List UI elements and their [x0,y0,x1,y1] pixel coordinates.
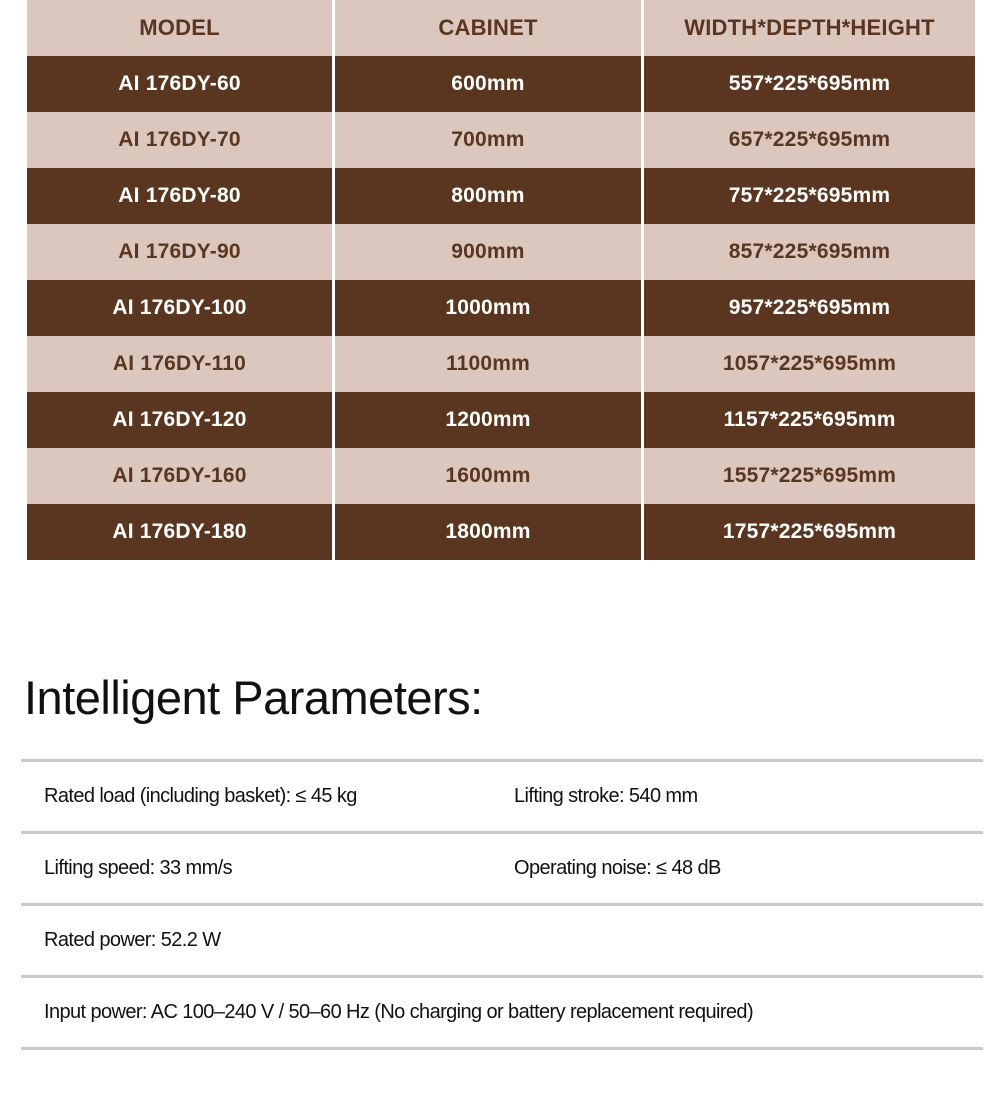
header-cabinet: CABINET [335,0,641,56]
cabinet-cell: 1800mm [335,504,641,560]
dimensions-cell: 1557*225*695mm [644,448,975,504]
dimensions-cell: 557*225*695mm [644,56,975,112]
cabinet-cell: 1200mm [335,392,641,448]
dimensions-cell: 1157*225*695mm [644,392,975,448]
model-cell: AI 176DY-90 [27,224,332,280]
operating-noise-text: Operating noise: ≤ 48 dB [514,857,721,879]
model-cell: AI 176DY-180 [27,504,332,560]
dimensions-cell: 657*225*695mm [644,112,975,168]
rated-power-text: Rated power: 52.2 W [44,929,221,951]
model-cell: AI 176DY-60 [27,56,332,112]
dimensions-cell: 957*225*695mm [644,280,975,336]
model-cell: AI 176DY-70 [27,112,332,168]
table-row [27,504,975,560]
table-row [27,280,975,336]
table-row [27,336,975,392]
cabinet-cell: 700mm [335,112,641,168]
dimensions-cell: 857*225*695mm [644,224,975,280]
parameters-list [21,759,983,1050]
cabinet-cell: 1600mm [335,448,641,504]
header-dimensions: WIDTH*DEPTH*HEIGHT [644,0,975,56]
model-cell: AI 176DY-120 [27,392,332,448]
cabinet-cell: 1000mm [335,280,641,336]
input-power-text: Input power: AC 100–240 V / 50–60 Hz (No charging or battery replacement required) [44,1001,754,1023]
model-cell: AI 176DY-110 [27,336,332,392]
parameter-row [21,759,983,831]
lifting-stroke-text: Lifting stroke: 540 mm [514,785,698,807]
rated-load-text: Rated load (including basket): ≤ 45 kg [44,785,357,807]
model-cell: AI 176DY-160 [27,448,332,504]
table-header-row [27,0,975,56]
table-row [27,112,975,168]
table-row [27,448,975,504]
table-row [27,224,975,280]
cabinet-cell: 800mm [335,168,641,224]
model-cell: AI 176DY-80 [27,168,332,224]
table-row [27,392,975,448]
parameters-title: Intelligent Parameters: [24,671,483,724]
table-row [27,168,975,224]
dimensions-cell: 1057*225*695mm [644,336,975,392]
parameter-row [21,975,983,1050]
table-row [27,56,975,112]
model-cell: AI 176DY-100 [27,280,332,336]
lifting-speed-text: Lifting speed: 33 mm/s [44,857,233,879]
cabinet-cell: 900mm [335,224,641,280]
dimensions-cell: 757*225*695mm [644,168,975,224]
spec-table [27,0,975,560]
header-model: MODEL [27,0,332,56]
parameter-row [21,903,983,975]
dimensions-cell: 1757*225*695mm [644,504,975,560]
cabinet-cell: 600mm [335,56,641,112]
parameter-row [21,831,983,903]
cabinet-cell: 1100mm [335,336,641,392]
